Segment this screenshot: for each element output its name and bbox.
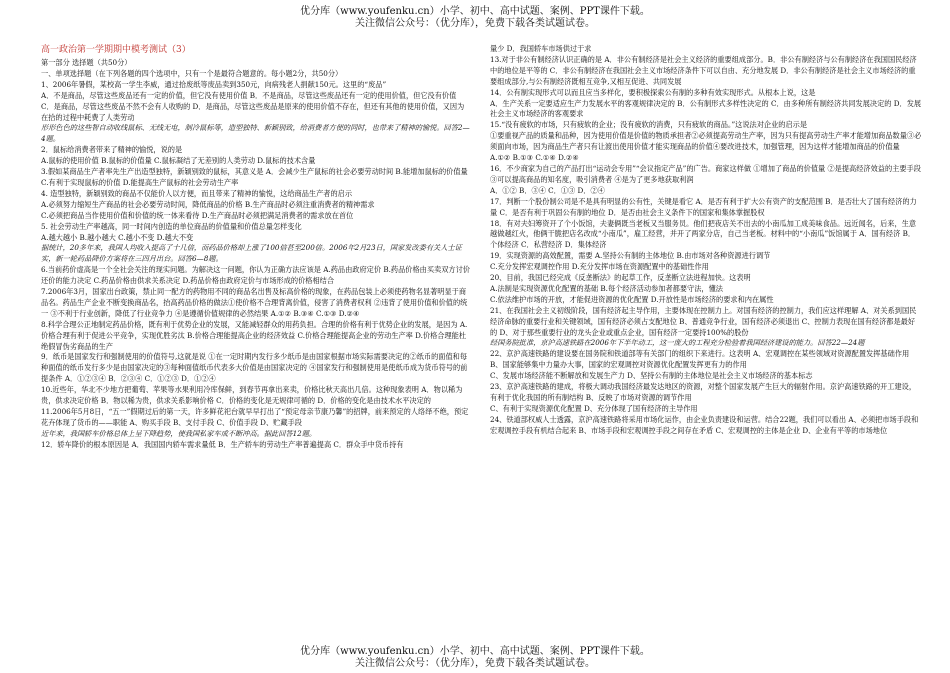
paragraph: A．生产关系一定要适应生产力发展水平的客观规律决定的 B．公有制形式多样性决定的 C．由多种所有制经济共同发展决定的 D．发展社会主义市场经济的客观要求	[490, 98, 922, 119]
paragraph: 量少 D．我国轿车市场供过于求	[490, 44, 592, 53]
right-column	[490, 44, 922, 644]
paragraph: 16．不少商家为自己的产品打出“运动会专用”“会议指定产品”的广告。商家这样做 ①增加了商品的价值量 ②是提高经济效益的主要手段 ③可以提高商品的知名度，吸引消费者 ④是为了更多地获取利润	[490, 163, 921, 184]
paragraph: 2．鼠标给消费者带来了精神的愉悦，说的是	[41, 145, 183, 155]
page-header	[0, 6, 950, 30]
document-title: 高一政治第一学期期中模考测试（3）	[41, 45, 191, 55]
paragraph: ①要重视产品的质量和品种，因为使用价值是价值的物质承担者②必须提高劳动生产率，因为只有提高劳动生产率才能增加商品数量③必须面向市场，因为商品生产者只有让渡出使用价值才能实现商品的价值④要改进技术，加强管理，因为这样才能增加商品的价值量 A.①② B.①③ C.①④ D.②④	[490, 131, 922, 163]
paragraph: 第一部分 选择题（共50分）	[41, 58, 132, 67]
paragraph: 17．判断一个股份制公司是不是具有明显的公有性，关键是看它 A．是否有利于扩大公有资产的支配范围 B．是否壮大了国有经济的力量 C．是否有利于巩固公有制的地位 D．是否由社会主义条件下的国家和集体掌握股权	[490, 196, 917, 217]
paragraph: A.必须努力缩短生产商品的社会必要劳动时间，降低商品的价格 B.生产商品时必须注重消费者的精神需求	[41, 199, 375, 209]
paragraph: A.法制是实现资源优化配置的基础 B.每个经济活动参加者都要守法，懂法	[490, 283, 723, 293]
paragraph: A．①② B．③④ C．①③ D．②④	[490, 185, 605, 195]
paragraph: 3.假如某商品生产者率先生产出造型独特，新颖别致的鼠标，其意义是 A．会减少生产鼠标的社会必要劳动时间 B.能增加鼠标的价值量 C.有利于实现鼠标的价值 D.能提高生产鼠标的社会劳动生产率	[41, 167, 468, 187]
paragraph: 8.科学合理公正地制定药品价格，既有利于优势企业的发展，又能减轻群众的用药负担。合理的价格有利于优势企业的发展，是因为 A.价格合理有利于促进公平竞争，实现优胜劣汰 B.价格合理能提高企业的经济效益 C.价格合理能提高企业的劳动生产率 D.价格合理能杜绝假冒伪劣商品的生产	[41, 319, 468, 351]
paragraph: C.依法维护市场的开放，才能促进资源的优化配置 D.开放性是市场经济的要求和内在属性	[490, 294, 774, 304]
paragraph: 23、京沪高速铁路的建成，将极大调动我国经济最发达地区的资源，对整个国家发展产生巨大的辐射作用。京沪高速铁路的开工建设，有利于优化我国的所有制结构 B、反映了市场对资源的调节作用	[490, 382, 917, 402]
paragraph: 1、2006年暑假，某校高一学生李威，通过拾废纸等废品卖到350元，向病残老人捐献150元。这里的“废品”	[41, 79, 387, 89]
paragraph: 6.当前药价虚高是一个全社会关注的现实问题。为解决这一问题，你认为正确方法应该是 A.药品由政府定价 B.药品价格由买卖双方讨价还价的能力决定 C.药品价格由供求关系决定 D.药品价格由政府定价与市场形成的价格相结合	[41, 265, 470, 286]
header-line-2: 关注微信公众号：（优分库），免费下载各类试题试卷。	[355, 18, 595, 29]
paragraph: 15.“没有疲软的市场，只有疲软的企业；没有疲软的消费，只有疲软的商品。”这说法对企业的启示是	[490, 120, 808, 130]
page-footer	[0, 646, 950, 670]
paragraph: 11.2006年5月8日，“五一”假期过后的第一天，许多鲜花祀台就早早打出了“预定母亲节康乃馨”的招牌，前来预定的人络绎不绝，预定花卉体现了货币的——职能 A、购买手段 B、支付手段 C、价值手段 D、贮藏手段	[41, 407, 469, 427]
material-paragraph: 近年来，我国轿车价格总体上呈下降趋势，使我国私家车成不断冲高。据此回答12题。	[41, 428, 317, 438]
paragraph: 13.对于非公有制经济认识正确的是 A．非公有制经济是社会主义经济的重要组成部分。B．非公有制经济与公有制经济在我国国民经济中的地位是平等的 C．非公有制经济在我国社会主义市场经济条件下可以自由、充分地发展 D．非公有制经济是社会主义市场经济的重要组成部分,与公有制经济既相互竞争,又相互促进、共同发展	[490, 54, 917, 86]
paragraph: A.越大越小 B.越小越大 C.越小不变 D.越大不变	[41, 232, 194, 242]
paragraph: 21、在我国社会主义初级阶段，国有经济起主导作用，主要体现在控制力上。对国有经济的控制力，我们应这样理解 A、对关系到国民经济命脉的重要行业和关键领域，国有经济必须占支配地位 B、普通竞争行业，国有经济必须退出 C、控制力表现在国有经济都是最好的 D、对于那些重要行业的龙头企业或重点企业，国有经济一定要持100%的股份	[490, 305, 917, 337]
paragraph: 4. 造型独特，新颖别致的商品不仅能价人以方便，而且带来了精神的愉悦，这给商品生产者的启示	[41, 188, 353, 198]
paragraph: C.充分发挥宏观调控作用 D.充分发挥市场在资源配置中的基础性作用	[490, 262, 709, 272]
paragraph: A.鼠标的使用价值 B.鼠标的价值量 C.鼠标凝结了无差别的人类劳动 D.鼠标的技术含量	[41, 156, 316, 166]
paragraph: 22、京沪高速铁路的建设要在国务院和铁道部等有关部门的组织下来进行。这表明 A、宏观调控在某些领域对资源配置发挥基础作用 B、国家能够集中力量办大事，国家的宏观调控对资源优化配置发挥更有力的作用	[490, 349, 910, 370]
paragraph: 7.2006年3月，国家出台政策，禁止同一配方的药物用不同的商品名出售及标高价格的现象，在药品包装上必须使药物名显著明显于商品名。药品生产企业不断变换商品名，抬高药品价格的做法①使价格不合理背离价值，侵害了消费者权利 ②违背了使用价值和价值的统一 ③不利于行业创新，降低了行业竞争力 ④是遵循价值规律的必然结果 A.①② B.③④ C.①③ D.②④	[41, 287, 468, 318]
paragraph: C.必须把商品当作使用价值和价值的统一体来看待 D.生产商品时必须把满足消费者的需求放在首位	[41, 210, 354, 220]
paragraph: 20、目前，我国已经完成《反垄断法》的起草工作，反垄断立法进程加快。这表明	[490, 273, 751, 283]
material-paragraph: 据统计，20多年来，我国人均收入提高了十几倍，而药品价格却上涨了100倍甚至200倍。2006年2月23日，国家发改委有关人士证实，新一轮药品降价方案将在三四月出台。回答6—8题。	[41, 243, 462, 264]
paragraph: 24、铁道部权威人士透露，京沪高速铁路将采用市场化运作，由企业负责建设和运营。结合22题，我们可以看出 A、必须把市场手段和宏观调控手段有机结合起来 B、市场手段和宏观调控手段之间存在矛盾 C、宏观调控的主体是企业 D、企业有平等的市场地位	[490, 414, 919, 435]
paragraph: 5. 社会劳动生产率越高，同一时间内创造的单位商品的价值量和价值总量怎样变化	[41, 221, 302, 231]
paragraph: 12．轿车降价的根本原因是 A．我国国内轿车需求量低 B．生产轿车的劳动生产率普遍提高 C．群众手中货币持有	[41, 439, 404, 449]
paragraph: 19．实现资源的高效配置，需要 A.坚持公有制的主体地位 B.由市场对各种资源进行调节	[490, 251, 771, 261]
paragraph: 9．纸币是国家发行和强制使用的价值符号,这就是说 ①在一定时期内发行多少纸币是由国家根据市场实际需要决定的②纸币的面值和每种面值的纸币发行多少是由国家决定的③每种面值纸币代表多大价值是由国家决定的 ④国家发行和强制使用是使纸币成为货币符号的前提条件 A．①②③④ B．②③④ C．①②③ D．①②④	[41, 352, 468, 384]
material-paragraph: 经国务院批准，京沪高速铁路在2006年下半年动工，这一庞大的工程充分检验着我国经济建设的能力。回答22—24题	[490, 338, 865, 348]
paragraph: 10.近些年，华北不少地方把葡萄、苹果等水果利用冷库保鲜，到春节再拿出来卖，价格比秋天高出几倍。这种现象表明 A．物以稀为贵，供求决定价格 B．物以稀为贵，供求关系影响价格 C．价格的变化是无规律可循的 D．价格的变化是由技术水平决定的	[41, 385, 463, 406]
paragraph: 一、单项选择题（在下列各题的四个选项中，只有一个是最符合题意的。每小题2分，共50分）	[41, 68, 343, 78]
material-paragraph: 形形色色的这些智自动收线鼠标、无线无电，制冷鼠标等，造型独特、新颖别致，给消费者方便的同时，也带来了精神的愉悦。回答2—4题。	[41, 123, 470, 144]
paragraph: 14．公有制实现形式可以而且应当多样化，要积极探索公有制的多种有效实现形式。从根本上说，这是	[490, 87, 816, 97]
paragraph: C、发展市场经济能不断解放和发展生产力 D、坚持公有制的主体地位是社会主义市场经济的基本标志	[490, 371, 813, 381]
paragraph: C、有利于实现资源优化配置 D、充分体现了国有经济的主导作用	[490, 403, 698, 413]
footer-line-2: 关注微信公众号：（优分库），免费下载各类试题试卷。	[355, 658, 595, 669]
header-line-1: 优分库（www.youfenku.cn）小学、初中、高中试题、案例、PPT课件下载。	[300, 6, 650, 17]
paragraph: 18．有对夫妇筹资开了个小饭馆，夫妻俩既当老板又当服务员。他们把夜店关不出去的小南瓜加工成美味食品。远近闻名，后来，生意越做越红火，他俩干脆把店名改成“小南瓜”，雇工经营，并开了两家分店，自己当老板。材料中的“小南瓜”饭馆属于 A．国有经济 B．个体经济 C．私营经济 D．集体经济	[490, 218, 917, 250]
paragraph: A．不是商品，尽管这些废品还有一定的价值，但它没有使用价值 B．不是商品，尽管这些废品还有一定的使用价值，但它没有价值 C．是商品，尽管这些废品不然不会有人收购的 D．是商品，尽管这些废品是原来的使用价值不存在，但还有其他的使用价值，又因为在拾的过程中耗费了人类劳动	[41, 90, 465, 122]
left-column	[41, 44, 471, 644]
footer-line-1: 优分库（www.youfenku.cn）小学、初中、高中试题、案例、PPT课件下载。	[300, 646, 650, 657]
